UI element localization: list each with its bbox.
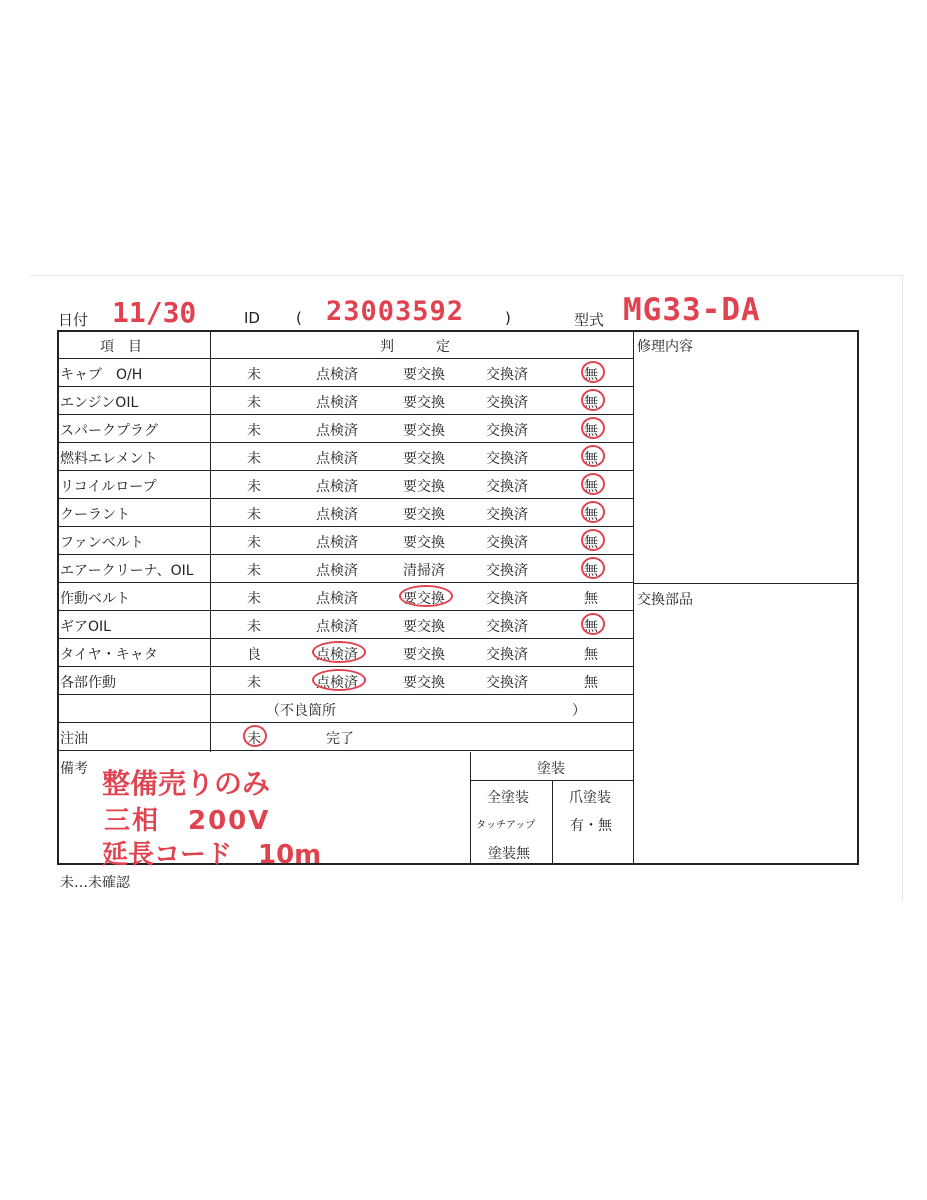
- row-option-c3: 要交換: [403, 647, 445, 663]
- defect-location-open: （不良箇所: [266, 703, 336, 719]
- id-close-paren: ): [505, 309, 511, 327]
- row-item-label: ファンベルト: [60, 535, 144, 551]
- row-option-c5: 無: [584, 619, 598, 635]
- divider-item-column: [210, 330, 211, 752]
- handwritten-circle-mark: [581, 529, 605, 551]
- row-item-label: クーラント: [60, 507, 130, 523]
- row-option-c5: 無: [584, 535, 598, 551]
- defect-location-close: ）: [572, 703, 586, 719]
- claw-paint: 爪塗装: [569, 790, 611, 806]
- remarks-line-1: 整備売りのみ: [102, 767, 271, 800]
- oiling-option-done: 完了: [326, 731, 354, 747]
- row-option-c1: 未: [247, 535, 261, 551]
- row-option-c2: 点検済: [316, 423, 358, 439]
- row-divider: [57, 694, 633, 695]
- row-option-c1: 良: [247, 647, 261, 663]
- row-divider: [57, 526, 633, 527]
- row-option-c2: 点検済: [316, 367, 358, 383]
- row-option-c3: 要交換: [403, 591, 445, 607]
- row-item-label: ギアOIL: [60, 619, 111, 635]
- row-divider: [57, 442, 633, 443]
- row-option-c2: 点検済: [316, 507, 358, 523]
- handwritten-circle-mark: [243, 725, 267, 747]
- row-option-c2: 点検済: [316, 535, 358, 551]
- row-option-c4: 交換済: [486, 507, 528, 523]
- row-option-c3: 要交換: [403, 367, 445, 383]
- claw-paint-options: 有・無: [570, 818, 612, 834]
- divider-paint-header: [470, 780, 633, 781]
- row-option-c2: 点検済: [316, 395, 358, 411]
- handwritten-circle-mark: [312, 669, 366, 691]
- row-divider: [57, 750, 633, 751]
- divider-paint-mid: [552, 780, 553, 865]
- row-option-c3: 要交換: [403, 423, 445, 439]
- row-option-c5: 無: [584, 423, 598, 439]
- model-label: 型式: [574, 311, 605, 329]
- row-option-c2: 点検済: [316, 675, 358, 691]
- date-value: 11/30: [112, 296, 197, 329]
- row-option-c4: 交換済: [486, 619, 528, 635]
- row-option-c4: 交換済: [486, 451, 528, 467]
- row-option-c4: 交換済: [486, 675, 528, 691]
- handwritten-circle-mark: [312, 641, 366, 663]
- row-option-c4: 交換済: [486, 535, 528, 551]
- handwritten-circle-mark: [581, 613, 605, 635]
- row-option-c1: 未: [247, 507, 261, 523]
- row-option-c3: 要交換: [403, 507, 445, 523]
- paint-touchup: タッチアップ: [476, 820, 536, 831]
- paint-header: 塗装: [537, 761, 565, 777]
- row-item-label: エンジンOIL: [60, 395, 139, 411]
- row-option-c1: 未: [247, 451, 261, 467]
- replaced-parts-label: 交換部品: [637, 592, 693, 608]
- row-divider: [57, 582, 633, 583]
- handwritten-circle-mark: [581, 417, 605, 439]
- row-item-label: 各部作動: [60, 675, 116, 691]
- row-item-label: 作動ベルト: [60, 591, 130, 607]
- row-option-c1: 未: [247, 479, 261, 495]
- handwritten-circle-mark: [399, 585, 453, 607]
- oiling-label: 注油: [60, 731, 88, 747]
- handwritten-circle-mark: [581, 557, 605, 579]
- row-item-label: キャブ O/H: [60, 367, 143, 383]
- row-item-label: 燃料エレメント: [60, 451, 158, 467]
- row-option-c1: 未: [247, 423, 261, 439]
- paint-none: 塗装無: [488, 846, 530, 862]
- row-option-c5: 無: [584, 479, 598, 495]
- footnote: 未…未確認: [60, 875, 130, 891]
- row-option-c3: 要交換: [403, 619, 445, 635]
- row-divider: [57, 386, 633, 387]
- repair-content-label: 修理内容: [637, 339, 693, 355]
- row-option-c2: 点検済: [316, 563, 358, 579]
- row-option-c5: 無: [584, 507, 598, 523]
- divider-paint-left: [470, 752, 471, 865]
- row-divider: [57, 610, 633, 611]
- row-option-c5: 無: [584, 675, 598, 691]
- row-divider: [57, 638, 633, 639]
- row-divider: [57, 358, 633, 359]
- column-header-judgement: 判 定: [380, 339, 450, 355]
- column-header-item: 項 目: [100, 339, 142, 355]
- handwritten-circle-mark: [581, 473, 605, 495]
- paint-full: 全塗装: [487, 790, 529, 806]
- row-option-c4: 交換済: [486, 479, 528, 495]
- model-value: MG33-DA: [623, 292, 761, 328]
- row-option-c1: 未: [247, 619, 261, 635]
- row-option-c5: 無: [584, 451, 598, 467]
- row-option-c1: 未: [247, 367, 261, 383]
- row-item-label: スパークプラグ: [60, 423, 158, 439]
- remarks-label: 備考: [60, 761, 88, 777]
- row-option-c2: 点検済: [316, 591, 358, 607]
- handwritten-circle-mark: [581, 389, 605, 411]
- id-label: ID: [244, 309, 260, 327]
- date-label: 日付: [58, 311, 89, 329]
- row-option-c5: 無: [584, 591, 598, 607]
- row-divider: [57, 470, 633, 471]
- row-divider: [57, 554, 633, 555]
- row-item-label: タイヤ・キャタ: [60, 647, 158, 663]
- divider-right-column: [633, 330, 634, 865]
- row-option-c4: 交換済: [486, 395, 528, 411]
- divider-repair-parts: [633, 583, 859, 584]
- row-divider: [57, 722, 633, 723]
- row-option-c4: 交換済: [486, 563, 528, 579]
- remarks-line-3: 延長コード 10m: [102, 840, 322, 870]
- remarks-line-2: 三相 200V: [104, 806, 271, 836]
- row-option-c3: 要交換: [403, 451, 445, 467]
- row-option-c5: 無: [584, 395, 598, 411]
- row-option-c4: 交換済: [486, 423, 528, 439]
- row-option-c3: 清掃済: [403, 563, 445, 579]
- row-option-c3: 要交換: [403, 395, 445, 411]
- row-option-c2: 点検済: [316, 451, 358, 467]
- row-divider: [57, 414, 633, 415]
- row-option-c4: 交換済: [486, 367, 528, 383]
- row-option-c3: 要交換: [403, 535, 445, 551]
- row-divider: [57, 498, 633, 499]
- id-open-paren: (: [296, 309, 302, 327]
- row-option-c3: 要交換: [403, 675, 445, 691]
- row-option-c4: 交換済: [486, 647, 528, 663]
- row-option-c1: 未: [247, 395, 261, 411]
- id-value: 23003592: [326, 296, 465, 327]
- handwritten-circle-mark: [581, 445, 605, 467]
- row-option-c1: 未: [247, 591, 261, 607]
- row-item-label: エアークリーナ、OIL: [60, 563, 194, 579]
- handwritten-circle-mark: [581, 361, 605, 383]
- row-option-c5: 無: [584, 647, 598, 663]
- handwritten-circle-mark: [581, 501, 605, 523]
- row-option-c1: 未: [247, 563, 261, 579]
- row-option-c2: 点検済: [316, 619, 358, 635]
- row-item-label: リコイルロープ: [60, 479, 157, 495]
- row-divider: [57, 666, 633, 667]
- row-option-c5: 無: [584, 563, 598, 579]
- row-option-c2: 点検済: [316, 479, 358, 495]
- row-option-c4: 交換済: [486, 591, 528, 607]
- row-option-c3: 要交換: [403, 479, 445, 495]
- row-option-c2: 点検済: [316, 647, 358, 663]
- row-option-c5: 無: [584, 367, 598, 383]
- row-option-c1: 未: [247, 675, 261, 691]
- oiling-option-not: 未: [247, 731, 261, 747]
